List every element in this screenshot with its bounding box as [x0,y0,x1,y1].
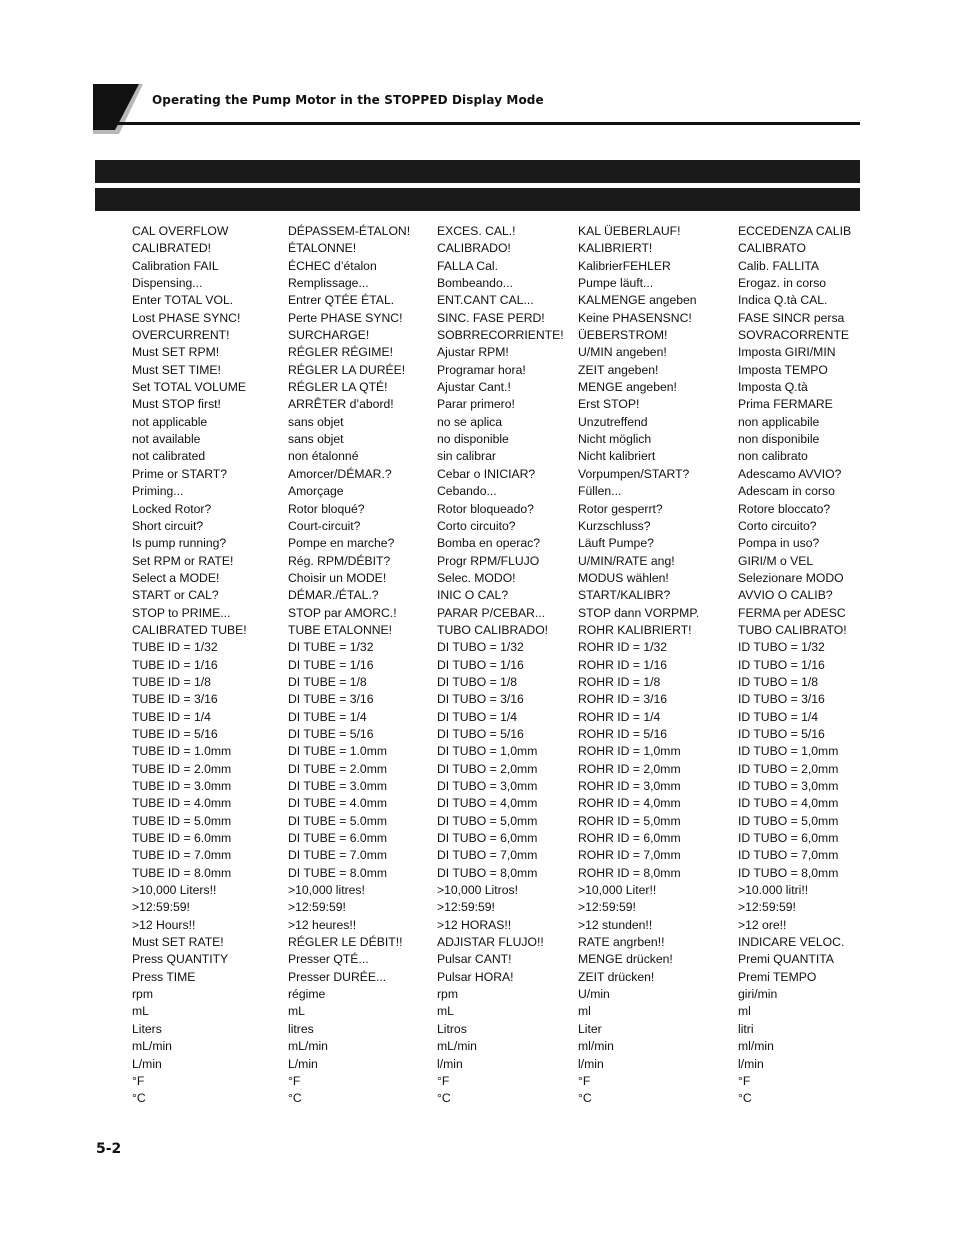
table-cell: DI TUBE = 7.0mm [288,848,387,863]
table-cell: ZEIT drücken! [578,969,655,984]
table-cell: >10,000 Liter!! [578,883,657,898]
table-cell: non applicabile [738,414,820,429]
table-cell: Press TIME [132,969,196,984]
table-cell: ID TUBO = 3,0mm [738,779,839,793]
table-cell: DI TUBO = 5/16 [437,726,524,741]
table-cell: Füllen... [578,484,622,499]
table-cell: Press QUANTITY [132,952,229,967]
table-cell: L/min [132,1056,162,1071]
table-cell: RÉGLER RÉGIME! [288,345,393,360]
table-cell: Prima FERMARE [738,397,833,412]
table-cell: Bomba en operac? [437,536,540,551]
table-cell: >10,000 Litros! [437,883,518,898]
table-cell: Must SET TIME! [132,362,221,377]
table-cell: DI TUBE = 1/8 [288,674,367,689]
table-cell: ROHR ID = 1/4 [578,709,661,724]
table-cell: °C [437,1091,451,1106]
table-cell: Adescamo AVVIO? [738,466,842,481]
table-cell: TUBE ID = 1/4 [132,709,211,724]
table-cell: TUBE ID = 7.0mm [132,848,232,863]
table-cell: DI TUBE = 3.0mm [288,779,387,793]
table-cell: DI TUBE = 6.0mm [288,831,387,846]
table-cell: U/MIN/RATE ang! [578,553,675,568]
table-cell: Priming... [132,484,184,499]
table-cell: TUBE ID = 1/32 [132,640,218,655]
table-cell: >12:59:59! [288,900,346,915]
table-cell: Presser QTÉ... [288,952,369,967]
table-cell: Corto circuito? [437,518,516,533]
table-cell: ID TUBO = 6,0mm [738,831,839,846]
table-cell: Parar primero! [437,397,515,412]
table-cell: >10.000 litri!! [738,883,809,898]
table-cell: TUBE ID = 4.0mm [132,796,232,811]
table-cell: Rotor gesperrt? [578,501,663,516]
table-cell: FERMA per ADESC [738,605,846,620]
table-cell: DI TUBO = 5,0mm [437,813,538,828]
table-cell: Liters [132,1021,162,1036]
table-cell: non étalonné [288,449,359,464]
table-cell: MODUS wählen! [578,570,669,585]
table-cell: KALIBRIERT! [578,241,653,256]
table-cell: Locked Rotor? [132,501,212,516]
column-german [578,223,699,1108]
table-cell: ml [738,1004,751,1019]
table-cell: DI TUBE = 5/16 [288,726,374,741]
table-cell: RÉGLER LA DURÉE! [288,362,406,377]
table-cell: DI TUBE = 1/4 [288,709,367,724]
table-cell: Presser DURÉE... [288,969,387,984]
table-cell: Entrer QTÉE ÉTAL. [288,293,395,308]
table-cell: INDICARE VELOC. [738,935,845,950]
table-cell: mL/min [288,1039,328,1054]
table-cell: TUBE ID = 2.0mm [132,761,232,776]
table-cell: ID TUBO = 3/16 [738,692,825,707]
table-cell: ROHR ID = 4,0mm [578,796,681,811]
table-cell: DI TUBE = 5.0mm [288,813,387,828]
section-header-title: Operating the Pump Motor in the STOPPED Display Mode [152,93,544,107]
table-cell: ml/min [738,1039,774,1054]
table-cell: ADJISTAR FLUJO!! [437,935,544,950]
table-cell: Select a MODE! [132,570,220,585]
table-cell: >12 stunden!! [578,917,653,932]
table-cell: Indica Q.tà CAL. [738,293,828,308]
table-cell: DÉPASSEM-ÉTALON! [288,224,411,238]
table-cell: ÜEBERSTROM! [578,328,668,343]
table-cell: Progr RPM/FLUJO [437,553,540,568]
table-cell: ROHR ID = 5/16 [578,726,668,741]
table-cell: not applicable [132,414,208,429]
table-cell: OVERCURRENT! [132,328,230,343]
table-cell: Bombeando... [437,276,513,291]
table-cell: Adescam in corso [738,484,835,499]
table-cell: Perte PHASE SYNC! [288,310,403,325]
table-cell: ARRÊTER d’abord! [288,397,394,412]
table-cell: Enter TOTAL VOL. [132,293,234,308]
table-cell: not calibrated [132,449,206,464]
table-cell: sin calibrar [437,449,496,464]
table-cell: Rotor bloqué? [288,501,365,516]
table-cell: no disponible [437,432,509,447]
table-cell: >10,000 Liters!! [132,883,217,898]
table-cell: l/min [738,1056,764,1071]
table-cell: Nicht möglich [578,432,652,447]
table-cell: Lost PHASE SYNC! [132,310,241,325]
table-cell: SOVRACORRENTE [738,328,850,343]
column-french [288,223,410,1108]
table-cell: ROHR ID = 3/16 [578,692,668,707]
table-cell: ID TUBO = 5/16 [738,726,825,741]
table-cell: TUBE ID = 8.0mm [132,865,232,880]
table-cell: FASE SINCR persa [738,310,845,325]
table-cell: Short circuit? [132,518,204,533]
table-cell: Must SET RATE! [132,935,224,950]
table-cell: DI TUBE = 1/16 [288,657,374,672]
section-marker-icon [93,84,143,134]
table-cell: DI TUBO = 4,0mm [437,796,538,811]
table-cell: Imposta GIRI/MIN [738,345,836,360]
table-cell: ROHR ID = 7,0mm [578,848,681,863]
table-cell: ID TUBO = 7,0mm [738,848,839,863]
table-cell: Remplissage... [288,276,369,291]
table-cell: rpm [437,987,458,1002]
table-cell: ZEIT angeben! [578,362,659,377]
table-cell: Cebar o INICIAR? [437,466,536,481]
table-cell: Must STOP first! [132,397,221,412]
table-cell: Unzutreffend [578,414,648,429]
table-cell: ROHR ID = 1,0mm [578,744,681,759]
table-cell: no se aplica [437,414,503,429]
table-cell: EXCES. CAL.! [437,224,516,238]
table-cell: ECCEDENZA CALIB [738,224,852,238]
table-cell: >12:59:59! [578,900,636,915]
table-cell: DI TUBO = 3,0mm [437,779,538,793]
table-cell: ID TUBO = 1,0mm [738,744,839,759]
table-cell: Liter [578,1021,602,1036]
table-cell: CALIBRATO [738,241,806,256]
table-cell: L/min [288,1056,318,1071]
table-cell: >12:59:59! [437,900,495,915]
table-cell: Selec. MODO! [437,570,516,585]
table-cell: mL/min [437,1039,477,1054]
table-cell: DI TUBO = 7,0mm [437,848,538,863]
table-cell: °C [738,1091,752,1106]
table-cell: SINC. FASE PERD! [437,310,545,325]
table-cell: DI TUBO = 1/32 [437,640,524,655]
table-cell: KAL ÜEBERLAUF! [578,224,681,238]
header-divider [95,122,860,125]
table-cell: SOBRRECORRIENTE! [437,328,564,343]
table-cell: DI TUBO = 8,0mm [437,865,538,880]
table-cell: Pulsar HORA! [437,969,514,984]
table-cell: ID TUBO = 8,0mm [738,865,839,880]
table-cell: Rotor bloqueado? [437,501,534,516]
table-cell: rpm [132,987,153,1002]
table-cell: TUBE ID = 3/16 [132,692,218,707]
table-cell: °F [738,1073,751,1088]
table-cell: Litros [437,1021,467,1036]
table-cell: DI TUBE = 4.0mm [288,796,387,811]
table-cell: CALIBRADO! [437,241,511,256]
table-cell: TUBE ID = 1/16 [132,657,218,672]
table-cell: Imposta TEMPO [738,362,828,377]
table-cell: PARAR P/CEBAR... [437,605,546,620]
table-cell: ROHR ID = 6,0mm [578,831,681,846]
table-cell: DI TUBE = 3/16 [288,692,374,707]
table-cell: l/min [578,1056,604,1071]
table-cell: °C [132,1091,146,1106]
table-cell: DÉMAR./ÉTAL.? [288,588,379,603]
table-cell: non calibrato [738,449,808,464]
table-cell: TUBE ID = 6.0mm [132,831,232,846]
table-cell: >12 HORAS!! [437,917,512,932]
table-cell: ÉTALONNE! [288,241,357,256]
table-cell: Cebando... [437,484,497,499]
table-cell: CALIBRATED! [132,241,212,256]
table-cell: Keine PHASENSNC! [578,310,692,325]
table-cell: DI TUBO = 1/4 [437,709,518,724]
table-cell: Pompa in uso? [738,536,820,551]
table-cell: DI TUBO = 2,0mm [437,761,538,776]
table-cell: TUBE ETALONNE! [288,622,393,637]
table-cell: Rotore bloccato? [738,501,831,516]
table-cell: Erogaz. in corso [738,276,827,291]
table-cell: START/KALIBR? [578,588,671,603]
table-cell: TUBE ID = 5.0mm [132,813,232,828]
table-cell: MENGE drücken! [578,952,673,967]
table-cell: Calib. FALLITA [738,258,820,273]
table-cell: Dispensing... [132,276,203,291]
page-number: 5-2 [96,1141,122,1157]
table-cell: DI TUBO = 1/16 [437,657,524,672]
table-cell: TUBO CALIBRATO! [738,622,847,637]
table-cell: giri/min [738,987,778,1002]
table-cell: litres [288,1021,314,1036]
table-cell: STOP par AMORC.! [288,605,397,620]
table-cell: FALLA Cal. [437,258,498,273]
table-cell: Pompe en marche? [288,536,395,551]
table-cell: Amorcer/DÉMAR.? [288,466,392,481]
table-cell: DI TUBO = 1,0mm [437,744,538,759]
table-cell: DI TUBE = 2.0mm [288,761,387,776]
table-cell: l/min [437,1056,463,1071]
column-italian [738,223,851,1108]
table-cell: ÉCHEC d’étalon [288,258,377,273]
table-cell: ROHR ID = 5,0mm [578,813,681,828]
table-cell: ID TUBO = 5,0mm [738,813,839,828]
table-cell: Must SET RPM! [132,345,220,360]
table-cell: GIRI/M o VEL [738,553,814,568]
table-cell: Amorçage [288,484,344,499]
table-cell: INIC O CAL? [437,588,509,603]
table-cell: >12:59:59! [132,900,190,915]
table-cell: Premi QUANTITA [738,952,834,967]
table-cell: RÉGLER LE DÉBIT!! [288,935,403,950]
table-cell: KalibrierFEHLER [578,258,671,273]
table-cell: Ajustar RPM! [437,345,509,360]
table-cell: Pulsar CANT! [437,952,512,967]
table-cell: RÉGLER LA QTÉ! [288,380,388,395]
table-cell: STOP dann VORPMP. [578,605,700,620]
table-cell: DI TUBO = 3/16 [437,692,524,707]
column-english [132,223,247,1108]
table-cell: TUBO CALIBRADO! [437,622,549,637]
table-cell: sans objet [288,432,344,447]
table-cell: START or CAL? [132,588,219,603]
table-cell: >12 heures!! [288,917,357,932]
table-cell: DI TUBO = 1/8 [437,674,518,689]
table-cell: STOP to PRIME... [132,605,231,620]
table-cell: Vorpumpen/START? [578,466,690,481]
table-cell: DI TUBE = 8.0mm [288,865,387,880]
table-cell: AVVIO O CALIB? [738,588,833,603]
table-cell: mL/min [132,1039,172,1054]
table-cell: ROHR ID = 3,0mm [578,779,681,793]
table-cell: °C [578,1091,592,1106]
table-cell: >12 Hours!! [132,917,196,932]
table-cell: TUBE ID = 1.0mm [132,744,232,759]
table-cell: >12:59:59! [738,900,796,915]
table-cell: ml [578,1004,591,1019]
table-cell: ROHR KALIBRIERT! [578,622,692,637]
table-cell: Pumpe läuft... [578,276,654,291]
table-cell: U/min [578,987,610,1002]
table-cell: °F [437,1073,450,1088]
column-spanish [437,223,564,1108]
table-cell: °F [288,1073,301,1088]
table-subheader-bar [95,188,860,211]
table-cell: ID TUBO = 1/8 [738,674,819,689]
table-cell: Ajustar Cant.! [437,380,511,395]
table-cell: régime [288,987,326,1002]
table-cell: mL [437,1004,454,1019]
table-cell: ml/min [578,1039,614,1054]
table-cell: Is pump running? [132,536,227,551]
table-cell: CAL OVERFLOW [132,224,229,238]
table-cell: ENT.CANT CAL... [437,293,534,308]
table-cell: ROHR ID = 1/16 [578,657,668,672]
table-cell: TUBE ID = 3.0mm [132,779,232,793]
table-cell: Prime or START? [132,466,228,481]
table-cell: sans objet [288,414,344,429]
table-cell: DI TUBO = 6,0mm [437,831,538,846]
table-cell: TUBE ID = 1/8 [132,674,211,689]
table-cell: not available [132,432,201,447]
table-cell: ID TUBO = 1/32 [738,640,825,655]
table-cell: ROHR ID = 8,0mm [578,865,681,880]
table-cell: TUBE ID = 5/16 [132,726,218,741]
table-cell: Calibration FAIL [132,258,219,273]
table-cell: Choisir un MODE! [288,570,387,585]
table-cell: KALMENGE angeben [578,293,697,308]
table-cell: CALIBRATED TUBE! [132,622,247,637]
table-cell: SURCHARGE! [288,328,370,343]
table-cell: Läuft Pumpe? [578,536,654,551]
table-cell: Erst STOP! [578,397,640,412]
table-cell: >10,000 litres! [288,883,365,898]
table-cell: litri [738,1021,754,1036]
table-cell: Set TOTAL VOLUME [132,380,247,395]
table-cell: MENGE angeben! [578,380,677,395]
table-cell: RATE angrben!! [578,935,665,950]
table-cell: ROHR ID = 2,0mm [578,761,681,776]
table-cell: Court-circuit? [288,518,361,533]
table-cell: Premi TEMPO [738,969,817,984]
table-cell: Rég. RPM/DÉBIT? [288,553,391,568]
table-cell: non disponibile [738,432,820,447]
table-cell: DI TUBE = 1.0mm [288,744,387,759]
table-cell: >12 ore!! [738,917,787,932]
table-cell: Kurzschluss? [578,518,651,533]
table-cell: °F [132,1073,145,1088]
table-header-bar [95,160,860,183]
table-cell: Programar hora! [437,362,526,377]
table-cell: ID TUBO = 1/4 [738,709,819,724]
table-cell: ID TUBO = 4,0mm [738,796,839,811]
table-cell: Set RPM or RATE! [132,553,234,568]
table-cell: mL [132,1004,149,1019]
table-cell: ROHR ID = 1/32 [578,640,668,655]
table-cell: Nicht kalibriert [578,449,656,464]
table-cell: ID TUBO = 1/16 [738,657,825,672]
table-cell: Corto circuito? [738,518,817,533]
table-cell: ROHR ID = 1/8 [578,674,661,689]
table-cell: ID TUBO = 2,0mm [738,761,839,776]
table-cell: U/MIN angeben! [578,345,667,360]
table-cell: DI TUBE = 1/32 [288,640,374,655]
table-cell: mL [288,1004,305,1019]
table-cell: Imposta Q.tà [738,380,808,395]
table-cell: °F [578,1073,591,1088]
table-cell: °C [288,1091,302,1106]
table-cell: Selezionare MODO [738,570,844,585]
